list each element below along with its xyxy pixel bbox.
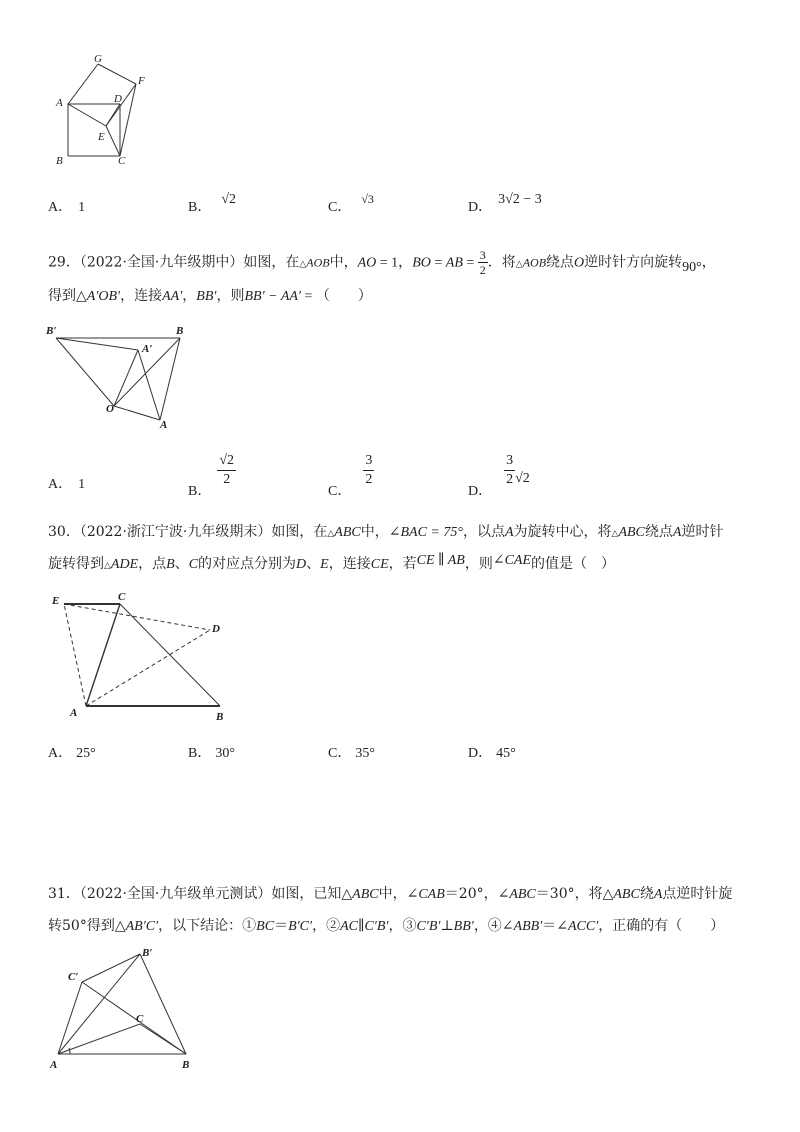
q31-label-C: C — [136, 1013, 144, 1025]
q29-text: ，连接 — [120, 288, 163, 304]
q28-seg-AG — [68, 64, 98, 104]
q28-label-A: A — [56, 97, 63, 109]
q29-fraction — [478, 248, 488, 277]
q29-label-Ap: A′ — [142, 343, 153, 355]
q30-option-a[interactable] — [48, 742, 96, 762]
q30-text: 、 — [174, 556, 189, 572]
q30-seg-AD — [86, 630, 210, 706]
q30-text: ，点 — [138, 556, 167, 572]
q30-math: A — [672, 525, 682, 540]
q30-label-A: A — [70, 707, 78, 719]
q30-label-E: E — [52, 595, 60, 607]
q29-option-c-den: 2 — [365, 472, 373, 487]
q31-text: ＝ — [274, 918, 289, 934]
q29-option-c-fraction — [363, 452, 374, 489]
q28-seg-GF — [98, 64, 136, 84]
q30-text: 逆时针 — [681, 524, 724, 540]
q31-math: AB′C′ — [125, 919, 159, 934]
q30-text: 中， — [360, 524, 389, 540]
q31-math: A — [653, 887, 663, 902]
q31-math: AC — [340, 919, 358, 934]
q29-math: BO — [412, 255, 431, 271]
q30-option-c-letter: C． — [328, 746, 352, 761]
q28-option-b[interactable] — [188, 190, 237, 215]
q29-option-b-num: √2 — [217, 452, 236, 471]
q29-math: AB — [445, 255, 463, 271]
q29-option-d[interactable] — [468, 452, 530, 499]
q31-stem-line1 — [48, 884, 732, 905]
q30-text: 如图，在 — [271, 524, 328, 540]
q28-option-b-letter: B． — [188, 200, 212, 215]
q29-text: 中， — [329, 254, 358, 271]
q29-seg-OA — [114, 406, 160, 420]
q29-text: 绕点 — [546, 254, 575, 271]
q28-seg-EC — [106, 126, 120, 156]
q31-math: BB′ — [453, 919, 474, 934]
q29-label-O: O — [106, 403, 114, 415]
q29-text: ．将 — [487, 254, 516, 271]
q28-option-c-letter: C． — [328, 200, 352, 215]
q30-text: 、 — [306, 556, 321, 572]
q28-label-B: B — [56, 155, 63, 167]
q30-text: 为旋转中心，将 — [513, 524, 612, 540]
q29-figure — [42, 320, 192, 432]
q29-seg-ApO — [114, 350, 138, 406]
q31-math: BC — [256, 919, 275, 934]
q30-text: △ — [327, 529, 335, 539]
q28-option-a-value: 1 — [78, 200, 86, 215]
q29-label-A: A — [160, 419, 168, 431]
q31-text: ，正确的有（ ） — [598, 918, 725, 934]
q29-frac-num: 3 — [479, 248, 486, 262]
q29-math: AOB — [306, 255, 330, 270]
q30-source: （2022·浙江宁波·九年级期末） — [79, 524, 272, 540]
q28-option-c[interactable] — [328, 190, 374, 215]
q29-source: （2022·全国·九年级期中） — [79, 254, 244, 271]
q28-option-d[interactable] — [468, 190, 542, 215]
q30-text: 的值是（ ） — [531, 556, 616, 572]
q30-text: △ — [104, 561, 111, 571]
q28-option-a-letter: A． — [48, 200, 73, 215]
q30-math: ADE — [110, 557, 139, 572]
q31-seg-CpBp — [82, 954, 140, 982]
q29-text: = （ ） — [301, 289, 372, 304]
q29-option-b[interactable] — [188, 452, 236, 499]
q30-math: CE — [370, 557, 389, 572]
q30-text: 的对应点分别为 — [198, 556, 297, 572]
q28-label-D: D — [114, 93, 122, 105]
q30-math: E — [320, 557, 329, 572]
q31-math: ABB′ — [513, 919, 543, 934]
q29-text: = 1， — [376, 255, 413, 271]
q29-option-b-fraction — [217, 452, 236, 489]
q29-seg-AB — [160, 338, 180, 420]
q29-text: 得到△ — [48, 288, 87, 304]
q29-text: ， — [182, 288, 197, 304]
q31-seg-CpB — [82, 982, 186, 1054]
q31-math: CAB — [418, 887, 445, 902]
q29-text: 逆时针方向旋转 — [584, 254, 683, 271]
q30-option-b-letter: B． — [188, 746, 212, 761]
q30-stem-line2 — [48, 554, 615, 576]
q31-seg-ACp — [58, 982, 82, 1054]
q29-math: AO — [357, 255, 377, 271]
q29-seg-ApA — [138, 350, 160, 420]
q28-option-d-value: 3√2 − 3 — [498, 192, 542, 207]
q31-math: ABC — [352, 887, 379, 902]
q31-math: C′B′ — [364, 919, 389, 934]
q30-math: ∠CAE — [492, 553, 532, 568]
q30-option-d-letter: D． — [468, 746, 493, 761]
q29-option-d-fraction — [504, 452, 515, 489]
q29-option-d-den: 2 — [506, 472, 514, 487]
q31-label-Bp: B′ — [142, 947, 153, 959]
q31-text: ，④∠ — [473, 918, 514, 934]
q31-math: C′B′ — [416, 919, 441, 934]
q28-seg-AE — [68, 104, 106, 126]
q29-option-c-letter: C． — [328, 483, 352, 499]
q29-stem-line2 — [48, 286, 372, 307]
q30-label-D: D — [212, 623, 220, 635]
q29-text: △ — [299, 259, 307, 270]
q30-text: ，以点 — [462, 524, 505, 540]
q29-frac-den: 2 — [479, 263, 486, 277]
q29-text: △ — [515, 259, 523, 270]
q29-math: BB′ — [196, 289, 217, 304]
q31-text: ＝∠ — [542, 918, 568, 934]
q31-text: 点逆时针旋 — [662, 886, 733, 902]
q31-text: 绕 — [639, 886, 654, 902]
q31-text: ，② — [312, 918, 341, 934]
q29-option-c-num: 3 — [363, 452, 374, 471]
q31-math: ABC — [613, 887, 640, 902]
q31-source: （2022·全国·九年级单元测试） — [79, 886, 272, 902]
q30-seg-AC — [86, 604, 120, 706]
q29-option-b-letter: B． — [188, 483, 212, 499]
q29-math: AA′ — [162, 289, 183, 304]
q29-label-B: B — [176, 325, 184, 337]
q31-text: 中，∠ — [378, 886, 419, 902]
q28-option-c-value: √3 — [361, 192, 374, 206]
q31-math: ACC′ — [568, 919, 599, 934]
q29-text: ， — [701, 254, 716, 271]
q28-figure — [48, 52, 158, 170]
q28-option-a[interactable] — [48, 196, 85, 216]
q31-label-Cp: C′ — [68, 971, 79, 983]
q30-option-b-value: 30° — [215, 746, 235, 761]
q30-option-c[interactable] — [328, 742, 375, 762]
q31-text: ⊥ — [440, 918, 454, 934]
q30-text: 旋转得到 — [48, 556, 104, 572]
q31-text: ，③ — [388, 918, 417, 934]
q30-math: C — [188, 557, 199, 572]
q31-math: ABC — [509, 887, 536, 902]
q29-option-d-num: 3 — [504, 452, 515, 471]
q31-angle-arc — [69, 1048, 70, 1054]
q28-label-C: C — [118, 155, 126, 167]
q30-math: D — [296, 557, 307, 572]
q31-text: 转50°得到△ — [48, 918, 126, 934]
q28-label-G: G — [94, 53, 102, 65]
q30-option-d[interactable] — [468, 742, 516, 762]
q28-option-d-letter: D． — [468, 200, 493, 215]
q28-label-F: F — [138, 75, 145, 87]
q31-figure — [46, 944, 206, 1072]
q29-option-d-sqrt: √2 — [515, 470, 530, 486]
q30-option-a-value: 25° — [76, 746, 96, 761]
q29-option-b-den: 2 — [223, 472, 231, 487]
q29-text: = — [430, 255, 446, 271]
q30-option-c-value: 35° — [355, 746, 375, 761]
q30-math: ABC — [618, 525, 645, 540]
q30-figure — [48, 588, 238, 726]
q30-label-C: C — [118, 591, 126, 603]
q29-label-Bp: B′ — [46, 325, 57, 337]
q29-seg-BpO — [56, 338, 114, 406]
q30-math: B — [166, 557, 175, 572]
q30-option-d-value: 45° — [496, 746, 516, 761]
q31-label-B: B — [182, 1059, 190, 1071]
q30-text: △ — [611, 529, 619, 539]
q29-option-c[interactable] — [328, 452, 374, 499]
q30-stem-line1 — [48, 522, 723, 544]
q30-option-b[interactable] — [188, 742, 235, 762]
q29-math: O — [574, 255, 585, 271]
q29-text: 90° — [682, 259, 702, 275]
q30-option-a-letter: A． — [48, 746, 73, 761]
q29-option-d-letter: D． — [468, 483, 493, 499]
q29-option-a-value: 1 — [78, 477, 86, 492]
q31-text: ，以下结论：① — [158, 918, 257, 934]
q29-math: A′OB′ — [86, 289, 121, 304]
q30-text: ，若 — [388, 556, 417, 572]
q29-stem-line1 — [48, 248, 716, 277]
q28-label-E: E — [98, 131, 105, 143]
q30-number: 30． — [48, 524, 80, 540]
q29-seg-BpAp — [56, 338, 138, 350]
q30-text: ，连接 — [328, 556, 371, 572]
q29-math: BB′ − AA′ — [244, 289, 301, 304]
q29-text: = — [462, 255, 478, 271]
q30-seg-AE — [64, 604, 86, 706]
q29-text: ，则 — [216, 288, 245, 304]
q31-text: ＝20°，∠ — [444, 886, 510, 902]
q30-seg-ED — [64, 604, 210, 630]
q31-text: 如图，已知△ — [271, 886, 353, 902]
q29-math: AOB — [522, 255, 547, 270]
q31-number: 31． — [48, 886, 80, 902]
q29-text: 如图，在 — [243, 254, 300, 271]
q29-number: 29． — [48, 254, 80, 271]
q31-text: ＝30°，将△ — [535, 886, 614, 902]
q30-math: ∠BAC = 75° — [388, 525, 463, 540]
q30-math: A — [504, 525, 514, 540]
q28-option-b-value: √2 — [221, 192, 237, 207]
q30-math: CE ∥ AB — [416, 553, 465, 568]
q29-option-a-letter: A． — [48, 477, 73, 492]
q31-stem-line2 — [48, 916, 724, 937]
q30-label-B: B — [216, 711, 224, 723]
q31-math: B′C′ — [288, 919, 313, 934]
q31-text: ∥ — [357, 918, 365, 934]
q30-math: ABC — [334, 525, 361, 540]
q29-option-a[interactable] — [48, 473, 85, 493]
q30-text: 绕点 — [644, 524, 673, 540]
q31-label-A: A — [50, 1059, 58, 1071]
q30-text: ，则 — [464, 556, 493, 572]
